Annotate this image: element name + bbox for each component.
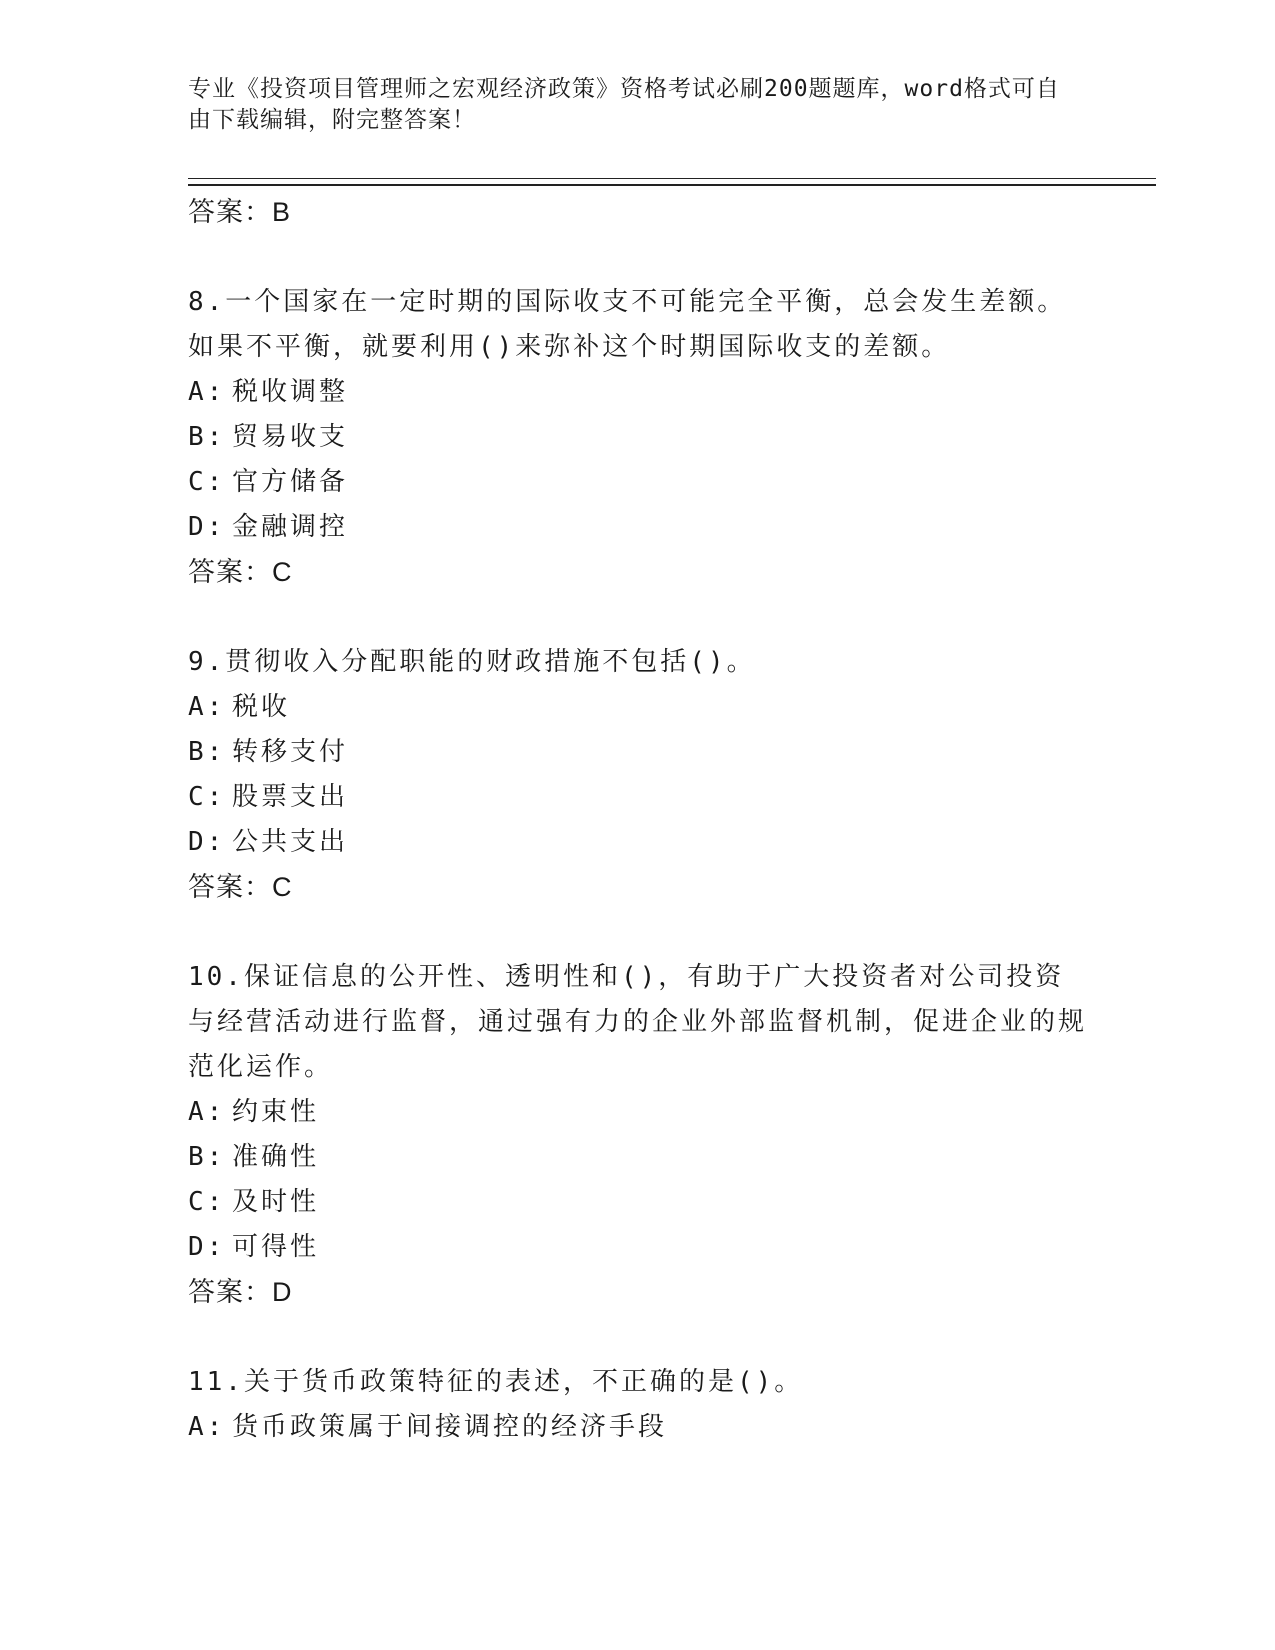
option-text: 金融调控 [232,512,349,542]
option-letter: D: [188,827,226,857]
option-text: 约束性 [232,1097,320,1127]
option-a [188,1090,1088,1135]
header-divider [188,178,1156,186]
option-b [188,1135,1088,1180]
question-item [188,955,1088,1314]
answer-line: 答案：C [188,872,293,902]
question-text: 9.贯彻收入分配职能的财政措施不包括()。 [188,647,756,677]
option-a [188,685,1088,730]
option-text: 税收 [232,692,291,722]
question-item [188,280,1088,594]
option-text: 官方储备 [232,467,349,497]
option-text: 准确性 [232,1142,320,1172]
option-letter: A: [188,1097,226,1127]
option-letter: D: [188,512,226,542]
option-text: 股票支出 [232,782,349,812]
question-text: 11.关于货币政策特征的表述，不正确的是()。 [188,1367,804,1397]
option-text: 贸易收支 [232,422,349,452]
option-letter: A: [188,377,226,407]
option-b [188,730,1088,775]
option-c [188,775,1088,820]
option-c [188,1180,1088,1225]
question-item [188,640,1088,909]
option-letter: C: [188,467,226,497]
option-letter: B: [188,737,226,767]
option-letter: B: [188,1142,226,1172]
option-letter: C: [188,782,226,812]
option-letter: D: [188,1232,226,1262]
answer-line: 答案：D [188,1277,293,1307]
option-letter: B: [188,422,226,452]
previous-answer: 答案：B [188,197,292,227]
option-text: 公共支出 [232,827,349,857]
option-a [188,1405,1088,1450]
option-a [188,370,1088,415]
option-d [188,1225,1088,1270]
option-text: 可得性 [232,1232,320,1262]
answer-line: 答案：C [188,557,293,587]
option-text: 货币政策属于间接调控的经济手段 [232,1412,668,1442]
option-text: 转移支付 [232,737,349,767]
option-d [188,820,1088,865]
option-letter: A: [188,692,226,722]
option-d [188,505,1088,550]
question-text: 10.保证信息的公开性、透明性和()，有助于广大投资者对公司投资与经营活动进行监督，通过强有力的企业外部监督机制，促进企业的规范化运作。 [188,962,1088,1082]
document-header: 专业《投资项目管理师之宏观经济政策》资格考试必刷200题题库，word格式可自由下载编辑，附完整答案！ [188,76,1060,133]
option-letter: A: [188,1412,226,1442]
option-b [188,415,1088,460]
option-text: 及时性 [232,1187,320,1217]
question-list [188,190,1088,1496]
option-text: 税收调整 [232,377,349,407]
question-text: 8.一个国家在一定时期的国际收支不可能完全平衡，总会发生差额。如果不平衡，就要利用()来弥补这个时期国际收支的差额。 [188,287,1067,362]
option-c [188,460,1088,505]
question-item [188,1360,1088,1450]
option-letter: C: [188,1187,226,1217]
